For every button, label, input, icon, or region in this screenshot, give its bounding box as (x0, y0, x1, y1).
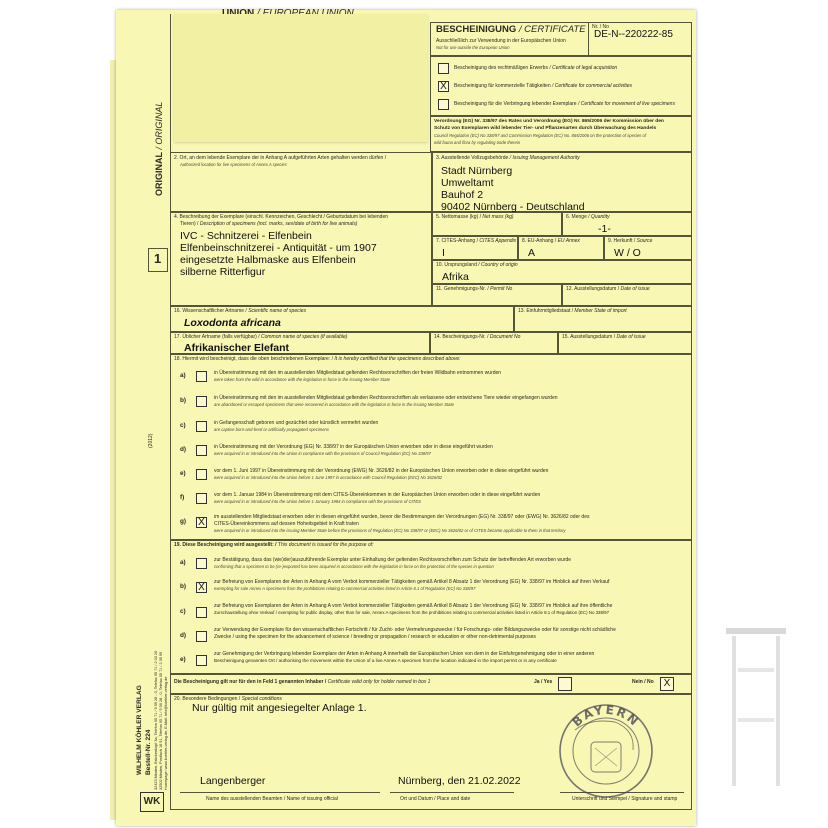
box16-label: 16. Wissenschaftlicher Artname / Scientific name of species (174, 308, 307, 314)
copy-number: 1 (154, 251, 162, 266)
regulation-line-4: wild fauna and flora by regulating trade therein (434, 140, 521, 145)
background-frame-graphic (716, 628, 806, 798)
order-number: Bestell-Nr. 224 (145, 729, 152, 775)
box18-a-key: a) (180, 372, 186, 379)
purpose-checkbox-1[interactable]: X (438, 81, 449, 92)
box18-d-key: d) (180, 446, 187, 453)
authority-line-1: Stadt Nürnberg (441, 165, 513, 177)
description-line-2: Elfenbeinschnitzerei - Antiquität - um 1907 (180, 242, 377, 254)
box19-b-text: zur Befreiung von Exemplaren der Arten in Anhang A vom Verbot kommerzieller Tätigkeiten gemäß Artikel 8 Absatz 1 der Verordnung (EG) Nr. 338/97 im Hinblick auf ihren Verkauf (214, 579, 610, 585)
svg-text:BAYERN: BAYERN (569, 702, 643, 730)
box18-a-text: in Übereinstimmung mit den im ausstellenden Mitgliedstaat geltenden Rechtsvorschriften der freien Wildbahn entnommen wurden (214, 370, 502, 376)
authority-line-4: 90402 Nürnberg - Deutschland (441, 201, 585, 213)
box18-a-checkbox[interactable] (196, 371, 207, 382)
box19-c-checkbox[interactable] (196, 607, 207, 618)
box12-label: 12. Ausstellungsdatum / Date of issue (566, 286, 650, 292)
box18-e-text-en: were acquired in or introduced into the Union before 1 June 1997 in accordance with Council Regulation (EEC) No 3626/82 (214, 475, 443, 480)
purpose-label-1: Bescheinigung für kommerzielle Tätigkeiten / Certificate for commercial activities (454, 83, 633, 89)
box8-label: 8. EU-Anhang / EU Annex (522, 238, 580, 244)
box19-a-text-en: confirming that a specimen to be (re-)exported has been acquired in accordance with the legislation in force on the protection of the species in question (214, 564, 494, 569)
box7-label: 7. CITES-Anhang / CITES Appendix (436, 238, 517, 244)
box18-e-checkbox[interactable] (196, 469, 207, 480)
box20-label: 20. Besondere Bedingungen / Special conditions (174, 696, 282, 702)
description-line-1: IVC - Schnitzerei - Elfenbein (180, 230, 312, 242)
box19-a-key: a) (180, 559, 186, 566)
source-value: W / O (614, 247, 641, 259)
cert-no-label: Nr. / No (592, 24, 609, 30)
box13-label: 13. Einfuhrmitgliedstaat / Member State of import (518, 308, 627, 314)
box15-label: 15. Ausstellungsdatum / Date of issue (562, 334, 646, 340)
official-name-label: Name des ausstellenden Beamten / Name of issuing official (206, 796, 338, 802)
box19-c-key: c) (180, 608, 186, 615)
place-date-value: Nürnberg, den 21.02.2022 (398, 775, 521, 787)
box19-c-text-2: Zurschaustellung ohne Verkauf / exempting for public display, other than for sale, Annex A specimens from the prohibitions relating to commercial activities listed in Article 8.1 of Regulation (EC) No 338/97 (214, 610, 610, 615)
original-label: ORIGINAL / ORIGINAL (154, 101, 164, 196)
box18-b-text-en: are abandoned or escaped specimens that were recovered in accordance with the legislation in force in the issuing Member State (214, 402, 454, 407)
origin-value: Afrika (442, 271, 469, 283)
certificate-subtitle: Ausschließlich zur Verwendung in der Europäischen Union (436, 38, 566, 44)
publisher-name: WILHELM KÖHLER VERLAG (136, 685, 143, 775)
description-line-3: eingesetzte Halbmaske aus Elfenbein (180, 254, 356, 266)
box11-label: 11. Genehmigungs-Nr. / Permit No (436, 286, 513, 292)
box19-e-text-2: Bescheinigung genannten Ort / authorising the movement within the Union of a live Annex A specimen from the location indicated in the import permit or in any certificate (214, 658, 557, 663)
box5-label: 5. Nettomasse (kg) / Net mass (kg) (436, 214, 514, 220)
box19-e-key: e) (180, 656, 186, 663)
box19-a-text: zur Bestätigung, dass das (wie)der)auszuführende Exemplar unter Einhaltung der geltenden Rechtsvorschriften zum Schutz der betreffenden Art erworben wurde (214, 557, 572, 563)
publisher-address-3: Homepage: www.koehler-verlag.de, E-Mail: info@koehler-verlag.de (164, 676, 168, 790)
box19-b-key: b) (180, 583, 187, 590)
regulation-line-2: Schutz von Exemplaren wild lebender Tier- und Pflanzenarten durch Überwachung des Handels (434, 126, 657, 131)
box18-g-text-2: CITES-Übereinkommens auf dessen Hoheitsgebiet in Kraft traten (214, 521, 359, 527)
form-year: (2012) (148, 433, 154, 448)
box18-b-checkbox[interactable] (196, 396, 207, 407)
box19-d-text: zur Verwendung der Exemplare für den wissenschaftlichen Fortschritt / für Zucht- oder Vermehrungszwecke / für Forschungs- oder Bildungszwecke oder für sonstige nicht schädliche (214, 627, 616, 633)
holder-no-checkbox[interactable]: X (660, 677, 674, 691)
box19-d-key: d) (180, 632, 187, 639)
box18-e-text: vor dem 1. Juni 1997 in Übereinstimmung mit der Verordnung (EWG) Nr. 3626/82 in der Europäischen Union erworben oder in diese eingeführt wurden (214, 468, 549, 474)
box18-b-text: in Übereinstimmung mit den im ausstellenden Mitgliedstaat geltenden Rechtsvorschriften als verlassene oder entwichene Tiere wieder eingefangen wurden (214, 395, 558, 401)
box19-e-text: zur Genehmigung der Verbringung lebender Exemplare der Arten in Anhang A innerhalb der Europäischen Union von dem in der Einfuhrgenehmigung oder in einer anderen (214, 651, 595, 657)
box18-e-key: e) (180, 470, 186, 477)
box19-d-text-2: Zwecke / using the specimen for the advancement of science / breeding or propagation / research or education or other non-detrimental purposes (214, 634, 536, 640)
box19-d-checkbox[interactable] (196, 631, 207, 642)
box4-label: 4. Beschreibung der Exemplare (einschl. Kennzeichen, Geschlecht / Geburtsdatum bei lebenden (174, 214, 389, 220)
regulation-line-1: Verordnung (EG) Nr. 338/97 des Rates und Verordnung (EG) Nr. 865/2006 der Kommission über den (434, 119, 664, 124)
signature-label: Unterschrift und Stempel / Signature and stamp (572, 796, 678, 802)
box10-label: 10. Ursprungsland / Country of origin (436, 262, 518, 268)
cert-no-value: DE-N--220222-85 (594, 29, 673, 40)
box18-g-key: g) (180, 518, 187, 525)
box17-label: 17. Üblicher Artname (falls verfügbar) / Common name of species (if available) (174, 334, 348, 340)
box18-a-text-en: were taken from the wild in accordance with the legislation in force in the issuing Member State (214, 377, 390, 382)
holder-yes-checkbox[interactable] (558, 677, 572, 691)
official-stamp (555, 700, 657, 802)
place-date-label: Ort und Datum / Place and date (400, 796, 471, 802)
box18-d-checkbox[interactable] (196, 445, 207, 456)
sticky-note-cover (174, 14, 428, 142)
box19-b-text-en: exempting for sale Annex A specimens from the prohibitions relating to commercial activities listed in Article 8.1 of Regulation (EC) No 338/97 (214, 586, 476, 591)
cites-appendix-value: I (442, 247, 445, 259)
box18-g-checkbox[interactable]: X (196, 517, 207, 528)
box18-c-text: in Gefangenschaft geboren und gezüchtet oder künstlich vermehrt wurden (214, 420, 379, 426)
purpose-label-0: Bescheinigung des rechtmäßigen Erwerbs / Certificate of legal acquisition (454, 65, 618, 71)
holder-yes-label: Ja / Yes (534, 679, 553, 685)
purpose-checkbox-2[interactable] (438, 99, 449, 110)
box18-b-key: b) (180, 397, 187, 404)
box18-g-text: im ausstellenden Mitgliedstaat erworben oder in diesen eingeführt wurden, bevor die Bestimmungen der Verordnungen (EG) Nr. 338/97 oder (EWG) Nr. 3626/82 oder des (214, 514, 590, 520)
certificate-subtitle-en: Not for use outside the European Union (436, 45, 510, 50)
box19-a-checkbox[interactable] (196, 558, 207, 569)
scientific-name-value: Loxodonta africana (184, 317, 281, 329)
quantity-value: -1- (598, 223, 611, 235)
eu-annex-value: A (528, 247, 536, 259)
purpose-label-2: Bescheinigung für die Verbringung lebender Exemplare / Certificate for movement of live specimens (454, 101, 675, 107)
box18-d-text: in Übereinstimmung mit der Verordnung (EG) Nr. 338/97 in der Europäischen Union erworben oder in diese eingeführt wurden (214, 444, 493, 450)
box19-label: 19. Diese Bescheinigung wird ausgestellt: / This document is issued for the purpose of: (174, 542, 374, 548)
box18-d-text-en: were acquired in or introduced into the Union in compliance with the provisions of Council Regulation (EC) No 338/97 (214, 451, 431, 456)
box4-label-2: Tieren) / Description of specimens (incl. marks, sex/date of birth for live animals) (180, 221, 358, 227)
box2-label: 2. Ort, an dem lebende Exemplare der in Anhang A aufgeführten Arten gehalten werden dürfen / (174, 155, 387, 161)
common-name-value: Afrikanischer Elefant (184, 342, 290, 354)
holder-label: Die Bescheinigung gilt nur für den in Feld 1 genannten Inhaber / Certificate valid only for holder named in box 1 (174, 679, 431, 685)
description-line-4: silberne Ritterfigur (180, 266, 266, 278)
certificate-title: BESCHEINIGUNG / CERTIFICATE (436, 24, 586, 35)
box19-c-text: zur Befreiung von Exemplaren der Arten in Anhang A vom Verbot kommerzieller Tätigkeiten gemäß Artikel 8 Absatz 1 der Verordnung (EG) Nr. 338/97 im Hinblick auf ihre öffentliche (214, 603, 613, 609)
box19-e-checkbox[interactable] (196, 655, 207, 666)
box18-f-text: vor dem 1. Januar 1984 in Übereinstimmung mit dem CITES-Übereinkommen in der Europäischen Union erworben oder in diese eingeführt wurden (214, 492, 541, 498)
special-conditions-value: Nur gültig mit angesiegelter Anlage 1. (192, 702, 367, 714)
box9-label: 9. Herkunft / Source (608, 238, 653, 244)
box18-label: 18. Hiermit wird bescheinigt, dass die oben beschriebenen Exemplare: / It is hereby certified that the specimens described above: (174, 356, 461, 362)
box18-f-checkbox[interactable] (196, 493, 207, 504)
box18-f-key: f) (180, 494, 185, 501)
box18-g-text-en: were acquired in or introduced into the issuing Member State before the provisions of Regulation (EC) No 338/97 or (EEC) No 3626/82 or of CITES became applicable to them in that territory (214, 528, 566, 533)
box6-label: 6. Menge / Quantity (566, 214, 610, 220)
box14-label: 14. Bescheinigungs-Nr. / Document No (434, 334, 521, 340)
publisher-address-2: 32502 Minden, Postfach 16 51, Telefon 05 71 / 9 59 28 - 0, Telefax 05 71 / 2 39 99 (159, 651, 163, 790)
box18-f-text-en: were acquired in or introduced into the Union before 1 January 1984 in compliance with the provisions of CITES (214, 499, 421, 504)
box3-label: 3. Ausstellende Vollzugsbehörde / Issuing Management Authority (436, 155, 580, 161)
purpose-checkbox-0[interactable] (438, 63, 449, 74)
box18-c-checkbox[interactable] (196, 421, 207, 432)
box18-c-text-en: are captive born-and-bred or artificially propagated specimens (214, 427, 329, 432)
official-name: Langenberger (200, 775, 266, 787)
box2-label-en: Authorized location for live specimens of Annex A species (180, 162, 287, 167)
publisher-logo: WK (140, 792, 164, 812)
publisher-address-1: 32423 Minden, Brückenkopf 3a, Telefon 05 71 / 9 59 28 - 0, Telefax 05 71 / 2 03 20 (154, 650, 158, 790)
box18-c-key: c) (180, 422, 186, 429)
authority-line-2: Umweltamt (441, 177, 494, 189)
authority-line-3: Bauhof 2 (441, 189, 484, 201)
box19-b-checkbox[interactable]: X (196, 582, 207, 593)
holder-no-label: Nein / No (632, 679, 654, 685)
regulation-line-3: Council Regulation (EC) No 338/97 and Commission Regulation (EC) No. 865/2006 on the protection of species of (434, 133, 647, 138)
